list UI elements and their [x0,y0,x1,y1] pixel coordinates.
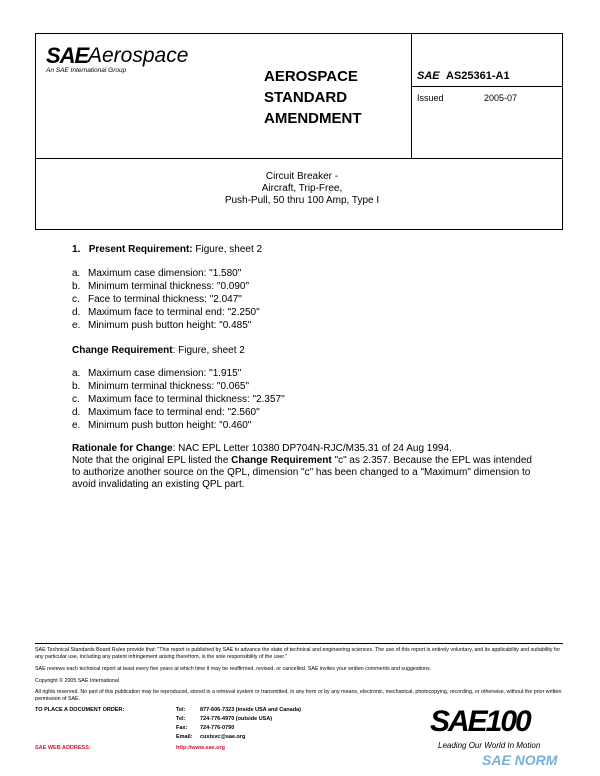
web-address-link[interactable]: http://www.sae.org [176,745,225,751]
issued-label: Issued [417,93,444,103]
document-number: AS25361-A1 [446,70,510,82]
list-item: c. Face to terminal thickness: "2.047" [72,294,242,305]
list-item: b. Minimum terminal thickness: "0.090" [72,281,250,292]
header-mid-vertical [411,33,412,159]
sae-logo-mark: SAE [46,43,89,68]
present-requirement-ref: Figure, sheet 2 [195,244,263,255]
list-item: a. Maximum case dimension: "1.915" [72,368,242,379]
contact-label: Tel: [176,707,186,713]
present-requirement-heading [72,244,542,255]
sae100-logo: SAE100 [430,705,530,738]
sae-small-mark: SAE [417,70,440,82]
review-text: SAE reviews each technical report at least every five years at which time it may be reaffirmed, revised, or cancelled. SAE invites your written comments and suggestions. [35,666,432,672]
rationale-letter-ref: : NAC EPL Letter 10380 DP704N-RJC/M35.31 of 24 Aug 1994. [172,443,452,454]
list-item: d. Maximum face to terminal end: "2.560" [72,407,260,418]
tsb-rules-text: SAE Technical Standards Board Rules provide that: "This report is published by SAE to advance the state of technical and engineering sciences. The use of this report is entirely voluntary, and its applicability and suitability for any particular use, including any patent infringement arising therefrom, is the sole responsibility of the user." [35,647,561,660]
doc-type-line-1: AEROSPACE [264,68,358,85]
web-address-label: SAE WEB ADDRESS: [35,745,91,751]
doc-type-line-2: STANDARD [264,89,348,106]
contact-label: Fax: [176,725,188,731]
present-requirement-label: Present Requirement: [88,244,193,255]
rationale-label: Rationale for Change [72,443,173,454]
header-bottom-rule [35,158,563,159]
list-item: e. Minimum push button height: "0.460" [72,420,252,431]
contact-label: Email: [176,734,193,740]
change-requirement-ref: : Figure, sheet 2 [172,345,245,356]
header-right-rule [562,33,563,230]
sae-norm-watermark: SAE NORM [482,752,558,768]
copyright-text: Copyright © 2005 SAE International [35,678,119,684]
title-line-2: Aircraft, Trip-Free, [261,183,343,194]
rationale-paragraph: Rationale for Change: NAC EPL Letter 10380 DP704N-RJC/M35.31 of 24 Aug 1994. Note that the original EPL listed the Change Requirement "c" as 2.357. Because the EPL was intended to authorize another source on the QPL, dimension "c" has been changed to a "Maximum" dimension to avoid invalidating an existing QPL part. [72,443,532,490]
aerospace-logo-text: Aerospace [88,44,189,67]
sae100-tagline: Leading Our World In Motion [438,741,541,750]
doc-type-line-3: AMENDMENT [264,110,362,127]
footer-top-rule [35,643,563,644]
rights-text: All rights reserved. No part of this publication may be reproduced, stored in a retrieval system or transmitted, in any form or by any means, electronic, mechanical, photocopying, recording, or otherwise, without the prior written permission of SAE. [35,689,562,702]
doc-number-underline [412,86,563,87]
list-item: b. Minimum terminal thickness: "0.065" [72,381,250,392]
logo-tagline: An SAE International Group [46,67,127,74]
list-item: a. Maximum case dimension: "1.580" [72,268,242,279]
contact-value: 724-776-0790 [200,725,235,731]
contact-value: 877-606-7323 (inside USA and Canada) [200,707,301,713]
list-item: e. Minimum push button height: "0.485" [72,320,252,331]
email-link[interactable]: custsvc@sae.org [200,734,246,740]
section-number: 1. [72,244,81,255]
contact-value: 724-776-4970 (outside USA) [200,716,273,722]
change-requirement-label: Change Requirement [72,345,173,356]
list-item: c. Maximum face to terminal thickness: "2.357" [72,394,285,405]
list-item: d. Maximum face to terminal end: "2.250" [72,307,260,318]
order-label: TO PLACE A DOCUMENT ORDER: [35,707,125,713]
title-line-3: Push-Pull, 50 thru 100 Amp, Type I [224,195,380,206]
contact-label: Tel: [176,716,186,722]
header-left-rule [35,33,36,230]
change-requirement-heading [72,345,542,356]
header-top-rule [35,33,563,34]
title-line-1: Circuit Breaker - [265,171,339,182]
title-bottom-rule [35,229,563,230]
issued-date: 2005-07 [484,93,518,103]
